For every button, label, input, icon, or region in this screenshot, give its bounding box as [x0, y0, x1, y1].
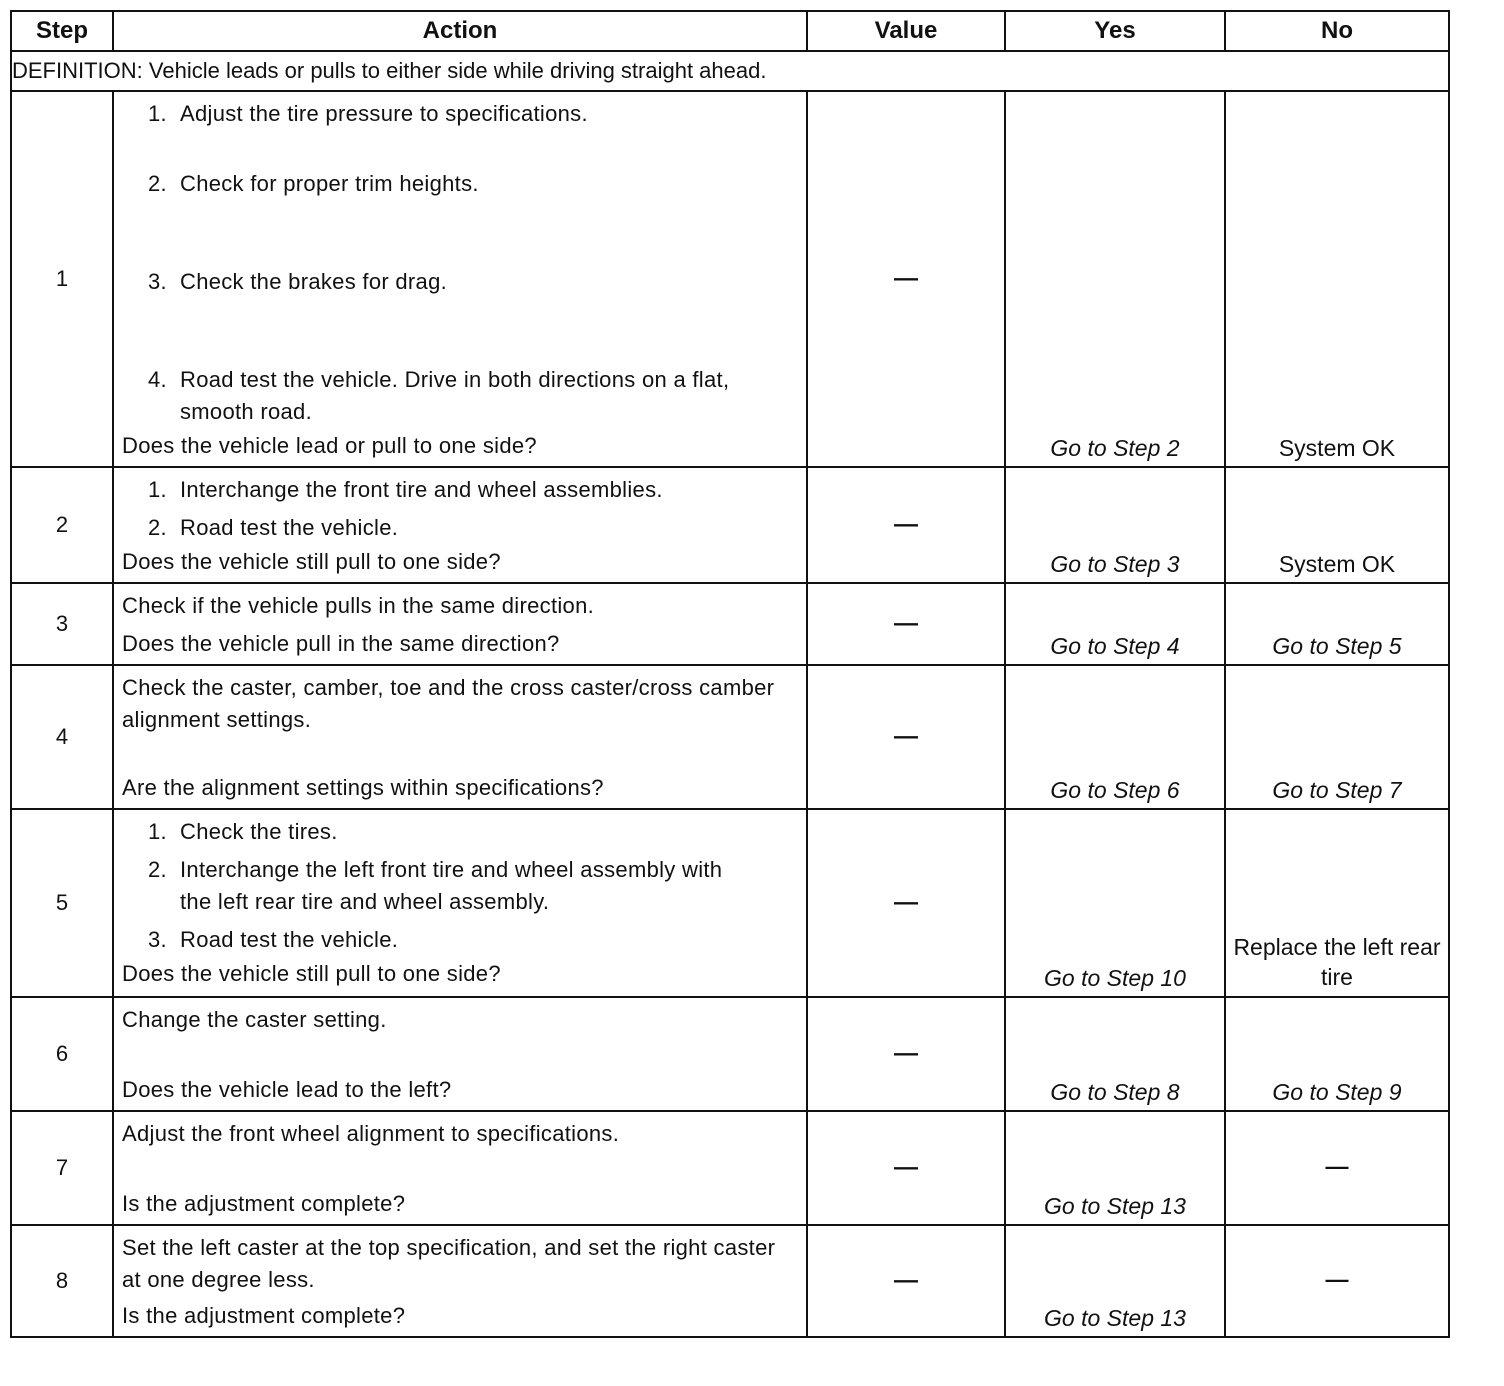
table-row: [11, 1111, 1449, 1225]
list-item: [122, 512, 798, 544]
yes-cell: Go to Step 10: [1005, 809, 1225, 997]
question-text: Are the alignment settings within specifications?: [122, 775, 604, 800]
table-row: [11, 665, 1449, 809]
value-cell: —: [807, 997, 1005, 1111]
no-cell: System OK: [1225, 467, 1449, 583]
action-cell: [113, 665, 807, 809]
value-cell: —: [807, 809, 1005, 997]
action-text: Check the caster, camber, toe and the cross caster/cross camber alignment settings.: [122, 675, 775, 732]
no-cell: —: [1225, 1111, 1449, 1225]
question-text: Does the vehicle pull in the same direction?: [122, 631, 560, 656]
action-text: Adjust the front wheel alignment to specifications.: [122, 1121, 620, 1146]
value-cell: —: [807, 1111, 1005, 1225]
list-item: [122, 168, 798, 200]
action-cell: [113, 467, 807, 583]
action-cell: [113, 583, 807, 665]
list-item: [122, 98, 798, 130]
list-item: [122, 266, 798, 298]
action-cell: [113, 809, 807, 997]
yes-cell: Go to Step 6: [1005, 665, 1225, 809]
list-item: [122, 364, 798, 428]
substep-text: Interchange the left front tire and wheel assembly with the left rear tire and wheel assembly.: [180, 857, 723, 914]
header-step: Step: [11, 11, 113, 51]
substep-number: 2.: [148, 171, 167, 196]
substep-text: Check the tires.: [180, 819, 338, 844]
value-cell: —: [807, 583, 1005, 665]
yes-cell: Go to Step 13: [1005, 1111, 1225, 1225]
substep-text: Road test the vehicle. Drive in both directions on a flat, smooth road.: [180, 367, 730, 424]
header-yes: Yes: [1005, 11, 1225, 51]
table-row: [11, 91, 1449, 467]
value-cell: —: [807, 1225, 1005, 1337]
step-number: 3: [11, 583, 113, 665]
substep-text: Interchange the front tire and wheel assemblies.: [180, 477, 663, 502]
list-item: [122, 924, 798, 956]
substep-number: 3.: [148, 927, 167, 952]
table-row: [11, 1225, 1449, 1337]
step-number: 7: [11, 1111, 113, 1225]
header-value: Value: [807, 11, 1005, 51]
table-row: [11, 583, 1449, 665]
table-row: [11, 809, 1449, 997]
substep-list: [122, 816, 798, 956]
substep-number: 3.: [148, 269, 167, 294]
action-text: Check if the vehicle pulls in the same direction.: [122, 593, 595, 618]
substep-list: [122, 98, 798, 428]
substep-number: 2.: [148, 515, 167, 540]
action-cell: [113, 1111, 807, 1225]
yes-cell: Go to Step 13: [1005, 1225, 1225, 1337]
question-text: Is the adjustment complete?: [122, 1191, 406, 1216]
substep-number: 1.: [148, 819, 167, 844]
substep-number: 1.: [148, 477, 167, 502]
no-cell: Go to Step 7: [1225, 665, 1449, 809]
header-no: No: [1225, 11, 1449, 51]
header-row: [11, 11, 1449, 51]
substep-text: Check the brakes for drag.: [180, 269, 448, 294]
substep-text: Road test the vehicle.: [180, 927, 399, 952]
table-row: [11, 467, 1449, 583]
question-text: Does the vehicle still pull to one side?: [122, 961, 501, 986]
list-item: [122, 474, 798, 506]
no-cell: Go to Step 5: [1225, 583, 1449, 665]
value-cell: —: [807, 467, 1005, 583]
step-number: 5: [11, 809, 113, 997]
list-item: [122, 816, 798, 848]
step-number: 2: [11, 467, 113, 583]
action-text: Change the caster setting.: [122, 1007, 387, 1032]
substep-number: 4.: [148, 367, 167, 392]
action-text: Set the left caster at the top specification, and set the right caster at one degree less.: [122, 1235, 776, 1292]
table-row: [11, 997, 1449, 1111]
yes-cell: Go to Step 2: [1005, 91, 1225, 467]
action-cell: [113, 997, 807, 1111]
no-cell: Replace the left rear tire: [1225, 809, 1449, 997]
step-number: 6: [11, 997, 113, 1111]
substep-number: 2.: [148, 857, 167, 882]
yes-cell: Go to Step 3: [1005, 467, 1225, 583]
substep-text: Adjust the tire pressure to specifications.: [180, 101, 588, 126]
list-item: [122, 854, 798, 918]
header-action: Action: [113, 11, 807, 51]
definition-text: DEFINITION: Vehicle leads or pulls to either side while driving straight ahead.: [11, 51, 1449, 91]
action-cell: [113, 1225, 807, 1337]
value-cell: —: [807, 91, 1005, 467]
substep-text: Road test the vehicle.: [180, 515, 399, 540]
step-number: 8: [11, 1225, 113, 1337]
yes-cell: Go to Step 8: [1005, 997, 1225, 1111]
value-cell: —: [807, 665, 1005, 809]
yes-cell: Go to Step 4: [1005, 583, 1225, 665]
no-cell: —: [1225, 1225, 1449, 1337]
substep-text: Check for proper trim heights.: [180, 171, 479, 196]
question-text: Does the vehicle lead to the left?: [122, 1077, 452, 1102]
step-number: 4: [11, 665, 113, 809]
diagnostic-table: [10, 10, 1450, 1338]
substep-number: 1.: [148, 101, 167, 126]
no-cell: Go to Step 9: [1225, 997, 1449, 1111]
step-number: 1: [11, 91, 113, 467]
action-cell: [113, 91, 807, 467]
definition-row: [11, 51, 1449, 91]
question-text: Is the adjustment complete?: [122, 1303, 406, 1328]
question-text: Does the vehicle lead or pull to one side?: [122, 433, 537, 458]
substep-list: [122, 474, 798, 544]
no-cell: System OK: [1225, 91, 1449, 467]
question-text: Does the vehicle still pull to one side?: [122, 549, 501, 574]
